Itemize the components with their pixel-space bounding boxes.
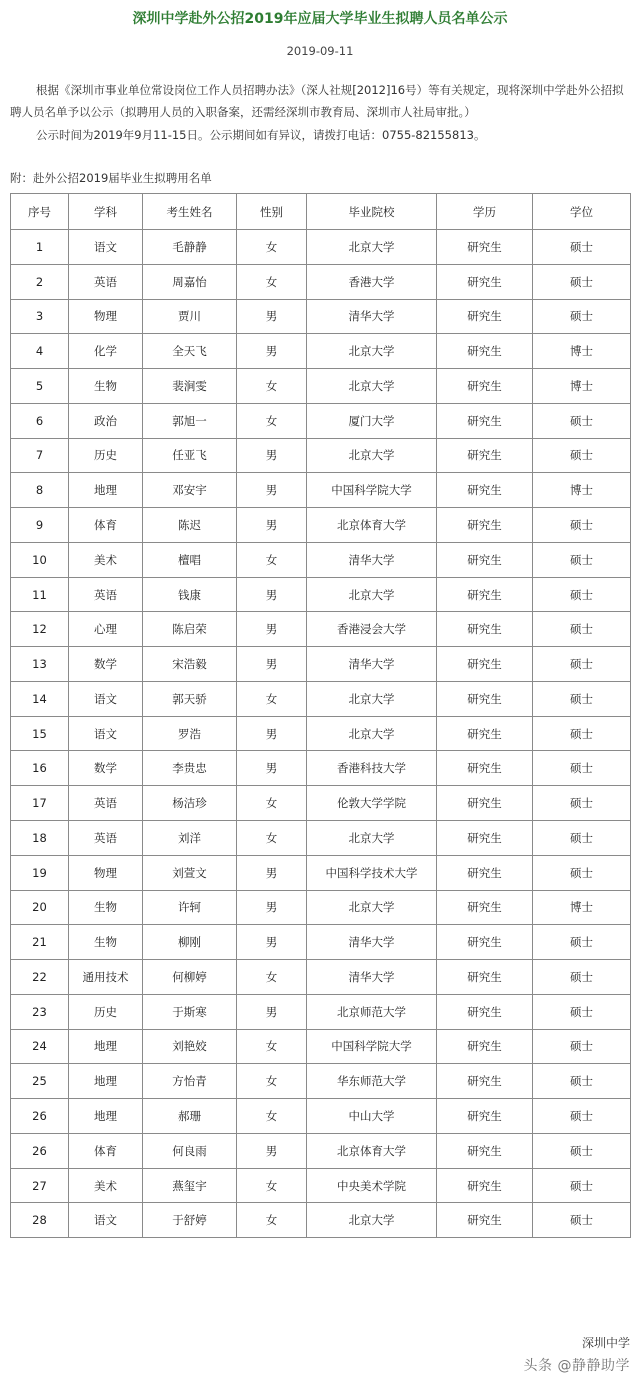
cell-subject: 英语 [69, 577, 143, 612]
cell-education: 研究生 [437, 647, 533, 682]
cell-education: 研究生 [437, 403, 533, 438]
cell-degree: 硕士 [533, 994, 631, 1029]
cell-degree: 硕士 [533, 264, 631, 299]
cell-name: 李贵忠 [143, 751, 237, 786]
cell-subject: 美术 [69, 542, 143, 577]
cell-degree: 硕士 [533, 1064, 631, 1099]
cell-name: 贾川 [143, 299, 237, 334]
header-index: 序号 [11, 194, 69, 230]
cell-school: 北京大学 [307, 577, 437, 612]
cell-school: 清华大学 [307, 647, 437, 682]
cell-degree: 硕士 [533, 960, 631, 995]
table-row [11, 369, 631, 404]
cell-education: 研究生 [437, 264, 533, 299]
table-header [11, 194, 631, 230]
cell-gender: 男 [237, 1133, 307, 1168]
header-degree: 学位 [533, 194, 631, 230]
cell-subject: 英语 [69, 786, 143, 821]
cell-gender: 女 [237, 542, 307, 577]
cell-name: 郝珊 [143, 1099, 237, 1134]
cell-education: 研究生 [437, 334, 533, 369]
cell-school: 北京大学 [307, 230, 437, 265]
cell-degree: 硕士 [533, 230, 631, 265]
cell-name: 柳刚 [143, 925, 237, 960]
announcement-paragraph-2: 公示时间为2019年9月11-15日。公示期间如有异议，请拨打电话：0755-82155813。 [36, 128, 486, 142]
cell-index: 27 [11, 1168, 69, 1203]
page-title: 深圳中学赴外公招2019年应届大学毕业生拟聘人员名单公示 [132, 11, 508, 27]
cell-gender: 女 [237, 264, 307, 299]
cell-degree: 硕士 [533, 438, 631, 473]
cell-name: 许轲 [143, 890, 237, 925]
cell-education: 研究生 [437, 438, 533, 473]
cell-degree: 博士 [533, 334, 631, 369]
cell-index: 21 [11, 925, 69, 960]
cell-name: 燕玺宇 [143, 1168, 237, 1203]
cell-education: 研究生 [437, 821, 533, 856]
cell-index: 9 [11, 508, 69, 543]
cell-education: 研究生 [437, 681, 533, 716]
cell-gender: 男 [237, 299, 307, 334]
cell-school: 北京师范大学 [307, 994, 437, 1029]
cell-degree: 硕士 [533, 821, 631, 856]
cell-education: 研究生 [437, 890, 533, 925]
cell-gender: 男 [237, 751, 307, 786]
cell-gender: 男 [237, 890, 307, 925]
table-row [11, 751, 631, 786]
cell-gender: 女 [237, 1099, 307, 1134]
header-gender: 性别 [237, 194, 307, 230]
cell-name: 刘艳姣 [143, 1029, 237, 1064]
cell-degree: 硕士 [533, 542, 631, 577]
cell-school: 清华大学 [307, 925, 437, 960]
cell-school: 中山大学 [307, 1099, 437, 1134]
table-row [11, 508, 631, 543]
cell-name: 檀唱 [143, 542, 237, 577]
cell-school: 北京大学 [307, 1203, 437, 1238]
table-row [11, 1133, 631, 1168]
cell-school: 北京大学 [307, 334, 437, 369]
cell-index: 26 [11, 1133, 69, 1168]
cell-subject: 地理 [69, 1099, 143, 1134]
cell-gender: 男 [237, 577, 307, 612]
cell-subject: 历史 [69, 438, 143, 473]
cell-degree: 博士 [533, 369, 631, 404]
cell-subject: 通用技术 [69, 960, 143, 995]
cell-school: 厦门大学 [307, 403, 437, 438]
cell-name: 刘萱文 [143, 855, 237, 890]
table-row [11, 334, 631, 369]
cell-gender: 女 [237, 681, 307, 716]
cell-subject: 英语 [69, 821, 143, 856]
cell-education: 研究生 [437, 612, 533, 647]
table-row [11, 612, 631, 647]
cell-degree: 硕士 [533, 299, 631, 334]
cell-school: 北京体育大学 [307, 508, 437, 543]
candidate-table [10, 193, 631, 1238]
cell-subject: 体育 [69, 1133, 143, 1168]
cell-index: 15 [11, 716, 69, 751]
cell-degree: 硕士 [533, 1099, 631, 1134]
cell-index: 18 [11, 821, 69, 856]
cell-gender: 女 [237, 960, 307, 995]
cell-gender: 男 [237, 508, 307, 543]
cell-name: 何良雨 [143, 1133, 237, 1168]
cell-school: 伦敦大学学院 [307, 786, 437, 821]
cell-degree: 硕士 [533, 612, 631, 647]
cell-index: 22 [11, 960, 69, 995]
cell-index: 28 [11, 1203, 69, 1238]
cell-name: 方怡青 [143, 1064, 237, 1099]
cell-subject: 心理 [69, 612, 143, 647]
cell-subject: 生物 [69, 925, 143, 960]
cell-school: 北京大学 [307, 821, 437, 856]
table-row [11, 1203, 631, 1238]
cell-gender: 男 [237, 473, 307, 508]
header-row [11, 194, 631, 230]
cell-school: 中央美术学院 [307, 1168, 437, 1203]
cell-education: 研究生 [437, 751, 533, 786]
cell-name: 于斯寒 [143, 994, 237, 1029]
table-row [11, 786, 631, 821]
cell-gender: 男 [237, 438, 307, 473]
cell-subject: 地理 [69, 473, 143, 508]
cell-degree: 硕士 [533, 403, 631, 438]
cell-name: 郭旭一 [143, 403, 237, 438]
table-row [11, 821, 631, 856]
table-row [11, 230, 631, 265]
cell-education: 研究生 [437, 1099, 533, 1134]
cell-index: 24 [11, 1029, 69, 1064]
annex-label: 附：赴外公招2019届毕业生拟聘用名单 [10, 171, 212, 185]
table-row [11, 960, 631, 995]
cell-subject: 化学 [69, 334, 143, 369]
cell-school: 清华大学 [307, 299, 437, 334]
cell-degree: 硕士 [533, 1029, 631, 1064]
cell-index: 20 [11, 890, 69, 925]
cell-index: 26 [11, 1099, 69, 1134]
cell-subject: 政治 [69, 403, 143, 438]
cell-gender: 男 [237, 334, 307, 369]
cell-subject: 体育 [69, 508, 143, 543]
cell-degree: 硕士 [533, 1168, 631, 1203]
cell-education: 研究生 [437, 230, 533, 265]
cell-index: 13 [11, 647, 69, 682]
table-row [11, 890, 631, 925]
table-row [11, 264, 631, 299]
announcement-paragraph-1: 根据《深圳市事业单位常设岗位工作人员招聘办法》（深人社规[2012]16号）等有关规定，现将深圳中学赴外公招拟聘人员名单予以公示（拟聘用人员的入职备案，还需经深圳市教育局、深圳市人社局审批。） [10, 83, 624, 119]
header-education: 学历 [437, 194, 533, 230]
cell-index: 2 [11, 264, 69, 299]
cell-degree: 硕士 [533, 1203, 631, 1238]
watermark: 头条 @静静助学 [523, 1358, 630, 1374]
cell-name: 杨洁珍 [143, 786, 237, 821]
cell-education: 研究生 [437, 299, 533, 334]
cell-subject: 美术 [69, 1168, 143, 1203]
cell-subject: 物理 [69, 855, 143, 890]
table-row [11, 925, 631, 960]
cell-subject: 语文 [69, 681, 143, 716]
cell-education: 研究生 [437, 577, 533, 612]
cell-degree: 硕士 [533, 925, 631, 960]
cell-name: 何柳婷 [143, 960, 237, 995]
cell-index: 4 [11, 334, 69, 369]
cell-school: 中国科学技术大学 [307, 855, 437, 890]
cell-name: 任亚飞 [143, 438, 237, 473]
cell-school: 清华大学 [307, 542, 437, 577]
cell-education: 研究生 [437, 855, 533, 890]
cell-degree: 硕士 [533, 855, 631, 890]
cell-name: 宋浩毅 [143, 647, 237, 682]
cell-school: 北京大学 [307, 438, 437, 473]
cell-education: 研究生 [437, 473, 533, 508]
cell-degree: 硕士 [533, 647, 631, 682]
cell-name: 郭天骄 [143, 681, 237, 716]
cell-gender: 男 [237, 716, 307, 751]
table-row [11, 681, 631, 716]
publish-date: 2019-09-11 [286, 44, 354, 58]
table-row [11, 403, 631, 438]
cell-education: 研究生 [437, 542, 533, 577]
cell-school: 香港科技大学 [307, 751, 437, 786]
table-row [11, 542, 631, 577]
cell-name: 刘洋 [143, 821, 237, 856]
cell-subject: 地理 [69, 1029, 143, 1064]
cell-name: 罗浩 [143, 716, 237, 751]
cell-subject: 数学 [69, 751, 143, 786]
cell-degree: 硕士 [533, 508, 631, 543]
cell-education: 研究生 [437, 508, 533, 543]
cell-school: 中国科学院大学 [307, 473, 437, 508]
cell-subject: 物理 [69, 299, 143, 334]
cell-subject: 生物 [69, 369, 143, 404]
cell-school: 华东师范大学 [307, 1064, 437, 1099]
cell-subject: 历史 [69, 994, 143, 1029]
cell-name: 全天飞 [143, 334, 237, 369]
cell-index: 6 [11, 403, 69, 438]
cell-name: 陈启荣 [143, 612, 237, 647]
header-school: 毕业院校 [307, 194, 437, 230]
table-row [11, 299, 631, 334]
cell-school: 北京体育大学 [307, 1133, 437, 1168]
table-row [11, 438, 631, 473]
signature: 深圳中学 [581, 1336, 630, 1350]
table-row [11, 1099, 631, 1134]
cell-subject: 语文 [69, 716, 143, 751]
table-row [11, 1029, 631, 1064]
cell-gender: 女 [237, 1029, 307, 1064]
cell-index: 7 [11, 438, 69, 473]
cell-education: 研究生 [437, 786, 533, 821]
cell-index: 11 [11, 577, 69, 612]
cell-gender: 女 [237, 403, 307, 438]
cell-school: 北京大学 [307, 890, 437, 925]
cell-index: 3 [11, 299, 69, 334]
cell-name: 毛静静 [143, 230, 237, 265]
cell-school: 北京大学 [307, 716, 437, 751]
cell-school: 中国科学院大学 [307, 1029, 437, 1064]
cell-subject: 数学 [69, 647, 143, 682]
cell-name: 于舒婷 [143, 1203, 237, 1238]
cell-education: 研究生 [437, 1133, 533, 1168]
cell-gender: 男 [237, 994, 307, 1029]
cell-school: 清华大学 [307, 960, 437, 995]
cell-gender: 女 [237, 786, 307, 821]
cell-index: 16 [11, 751, 69, 786]
cell-degree: 博士 [533, 890, 631, 925]
cell-subject: 地理 [69, 1064, 143, 1099]
table-body [11, 230, 631, 1238]
cell-education: 研究生 [437, 960, 533, 995]
cell-index: 8 [11, 473, 69, 508]
table-row [11, 855, 631, 890]
cell-index: 10 [11, 542, 69, 577]
cell-degree: 硕士 [533, 786, 631, 821]
cell-index: 19 [11, 855, 69, 890]
cell-gender: 女 [237, 369, 307, 404]
cell-education: 研究生 [437, 1203, 533, 1238]
header-name: 考生姓名 [143, 194, 237, 230]
cell-school: 香港大学 [307, 264, 437, 299]
cell-school: 香港浸会大学 [307, 612, 437, 647]
cell-degree: 硕士 [533, 681, 631, 716]
table-row [11, 994, 631, 1029]
cell-degree: 硕士 [533, 577, 631, 612]
cell-gender: 女 [237, 1203, 307, 1238]
cell-name: 周嘉怡 [143, 264, 237, 299]
cell-gender: 女 [237, 1168, 307, 1203]
header-subject: 学科 [69, 194, 143, 230]
cell-degree: 硕士 [533, 1133, 631, 1168]
cell-index: 14 [11, 681, 69, 716]
cell-subject: 语文 [69, 230, 143, 265]
cell-education: 研究生 [437, 1029, 533, 1064]
cell-gender: 男 [237, 925, 307, 960]
cell-subject: 语文 [69, 1203, 143, 1238]
cell-index: 25 [11, 1064, 69, 1099]
cell-education: 研究生 [437, 1168, 533, 1203]
cell-index: 5 [11, 369, 69, 404]
cell-gender: 男 [237, 647, 307, 682]
cell-subject: 生物 [69, 890, 143, 925]
cell-index: 17 [11, 786, 69, 821]
cell-index: 1 [11, 230, 69, 265]
cell-index: 23 [11, 994, 69, 1029]
cell-education: 研究生 [437, 716, 533, 751]
table-row [11, 716, 631, 751]
cell-education: 研究生 [437, 1064, 533, 1099]
cell-gender: 女 [237, 821, 307, 856]
cell-degree: 硕士 [533, 751, 631, 786]
table-row [11, 647, 631, 682]
cell-degree: 硕士 [533, 716, 631, 751]
cell-gender: 女 [237, 1064, 307, 1099]
cell-gender: 男 [237, 612, 307, 647]
cell-education: 研究生 [437, 369, 533, 404]
table-row [11, 577, 631, 612]
cell-subject: 英语 [69, 264, 143, 299]
cell-index: 12 [11, 612, 69, 647]
cell-education: 研究生 [437, 994, 533, 1029]
cell-gender: 男 [237, 855, 307, 890]
table-row [11, 1064, 631, 1099]
cell-gender: 女 [237, 230, 307, 265]
cell-name: 邓安宇 [143, 473, 237, 508]
cell-school: 北京大学 [307, 369, 437, 404]
table-row [11, 1168, 631, 1203]
cell-degree: 博士 [533, 473, 631, 508]
cell-name: 陈迟 [143, 508, 237, 543]
cell-name: 钱康 [143, 577, 237, 612]
table-row [11, 473, 631, 508]
cell-education: 研究生 [437, 925, 533, 960]
cell-name: 裴涧雯 [143, 369, 237, 404]
cell-school: 北京大学 [307, 681, 437, 716]
